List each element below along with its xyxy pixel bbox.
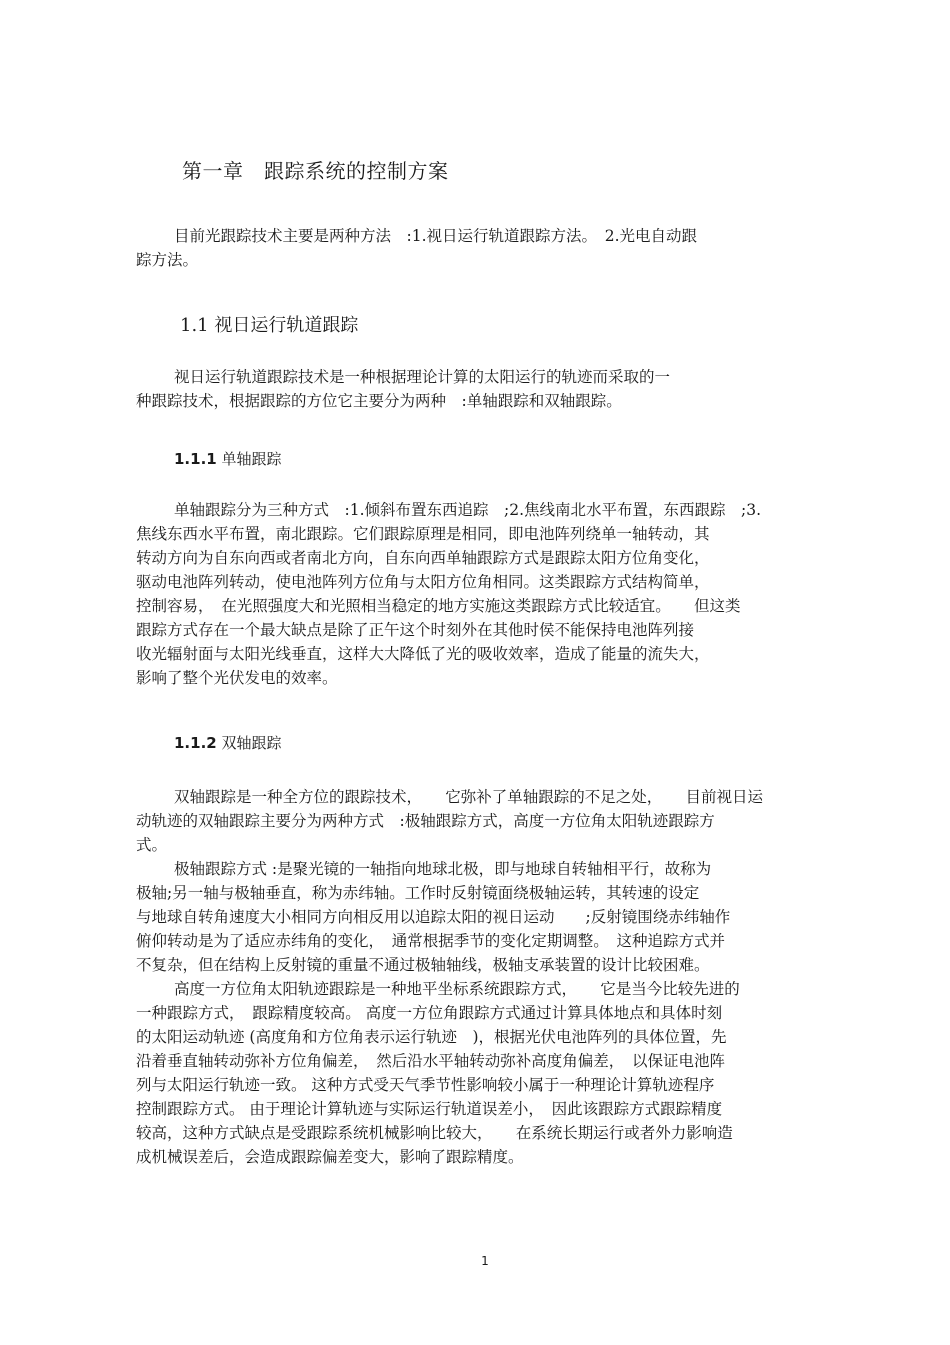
text-line: 控制容易， 在光照强度大和光照相当稳定的地方实施这类跟踪方式比较适宜。 但这类 <box>136 597 741 615</box>
text-line: 收光辐射面与太阳光线垂直，这样大大降低了光的吸收效率，造成了能量的流失大， <box>136 645 710 663</box>
text-line: 与地球自转角速度大小相同方向相反用以追踪太阳的视日运动 ;反射镜围绕赤纬轴作 <box>136 908 731 926</box>
text-line: 种跟踪技术，根据跟踪的方位它主要分为两种 :单轴跟踪和双轴跟踪。 <box>136 392 622 410</box>
chapter-title: 第一章 跟踪系统的控制方案 <box>182 159 449 183</box>
text-line: 驱动电池阵列转动，使电池阵列方位角与太阳方位角相同。这类跟踪方式结构简单， <box>136 573 710 591</box>
text-line: 一种跟踪方式， 跟踪精度较高。 高度一方位角跟踪方式通过计算具体地点和具体时刻 <box>136 1004 723 1022</box>
text-line: 成机械误差后，会造成跟踪偏差变大，影响了跟踪精度。 <box>136 1148 524 1166</box>
text-line: 视日运行轨道跟踪技术是一种根据理论计算的太阳运行的轨迹而采取的一 <box>174 368 671 386</box>
text-line: 控制跟踪方式。 由于理论计算轨迹与实际运行轨道误差小， 因此该跟踪方式跟踪精度 <box>136 1100 723 1118</box>
subsection-number: 1.1.2 <box>174 734 217 752</box>
text-line: 转动方向为自东向西或者南北方向，自东向西单轴跟踪方式是跟踪太阳方位角变化， <box>136 549 710 567</box>
text-line: 高度一方位角太阳轨迹跟踪是一种地平坐标系统跟踪方式， 它是当今比较先进的 <box>174 980 740 998</box>
subsection-number: 1.1.1 <box>174 450 217 468</box>
text-line: 较高，这种方式缺点是受跟踪系统机械影响比较大， 在系统长期运行或者外力影响造 <box>136 1124 733 1142</box>
text-line: 沿着垂直轴转动弥补方位角偏差， 然后沿水平轴转动弥补高度角偏差， 以保证电池阵 <box>136 1052 726 1070</box>
text-line: 的太阳运动轨迹 (高度角和方位角表示运行轨迹 )，根据光伏电池阵列的具体位置，先 <box>136 1028 727 1046</box>
text-line: 不复杂，但在结构上反射镜的重量不通过极轴轴线，极轴支承装置的设计比较困难。 <box>136 956 710 974</box>
subsection-label: 单轴跟踪 <box>221 450 282 468</box>
text-line: 列与太阳运行轨迹一致。 这种方式受天气季节性影响较小属于一种理论计算轨迹程序 <box>136 1076 715 1094</box>
text-line: 目前光跟踪技术主要是两种方法 :1.视日运行轨道跟踪方法。 2.光电自动跟 <box>174 227 698 245</box>
section-1-1-1-paragraph <box>136 498 842 690</box>
text-line: 极轴跟踪方式 :是聚光镜的一轴指向地球北极，即与地球自转轴相平行，故称为 <box>174 860 712 878</box>
section-title-1-1: 1.1 视日运行轨道跟踪 <box>180 315 359 336</box>
text-line: 式。 <box>136 836 168 854</box>
text-line: 动轨迹的双轴跟踪主要分为两种方式 :极轴跟踪方式，高度一方位角太阳轨迹跟踪方 <box>136 812 715 830</box>
section-1-1-2-paragraphs <box>136 785 842 1169</box>
subsection-label: 双轴跟踪 <box>221 734 282 752</box>
text-line: 极轴;另一轴与极轴垂直，称为赤纬轴。工作时反射镜面绕极轴运转，其转速的设定 <box>136 884 700 902</box>
text-line: 俯仰转动是为了适应赤纬角的变化， 通常根据季节的变化定期调整。 这种追踪方式并 <box>136 932 726 950</box>
intro-paragraph <box>136 224 842 272</box>
page-number: 1 <box>481 1254 489 1268</box>
subsection-title-1-1-1 <box>174 448 282 469</box>
text-line: 焦线东西水平布置，南北跟踪。它们跟踪原理是相同，即电池阵列绕单一轴转动，其 <box>136 525 710 543</box>
text-line: 踪方法。 <box>136 251 199 269</box>
text-line: 跟踪方式存在一个最大缺点是除了正午这个时刻外在其他时侯不能保持电池阵列接 <box>136 621 695 639</box>
subsection-title-1-1-2 <box>174 732 282 753</box>
text-line: 影响了整个光伏发电的效率。 <box>136 669 338 687</box>
section-1-1-paragraph <box>136 365 842 413</box>
text-line: 双轴跟踪是一种全方位的跟踪技术， 它弥补了单轴跟踪的不足之处， 目前视日运 <box>174 788 764 806</box>
text-line: 单轴跟踪分为三种方式 :1.倾斜布置东西追踪 ;2.焦线南北水平布置，东西跟踪 ;3. <box>174 501 762 519</box>
